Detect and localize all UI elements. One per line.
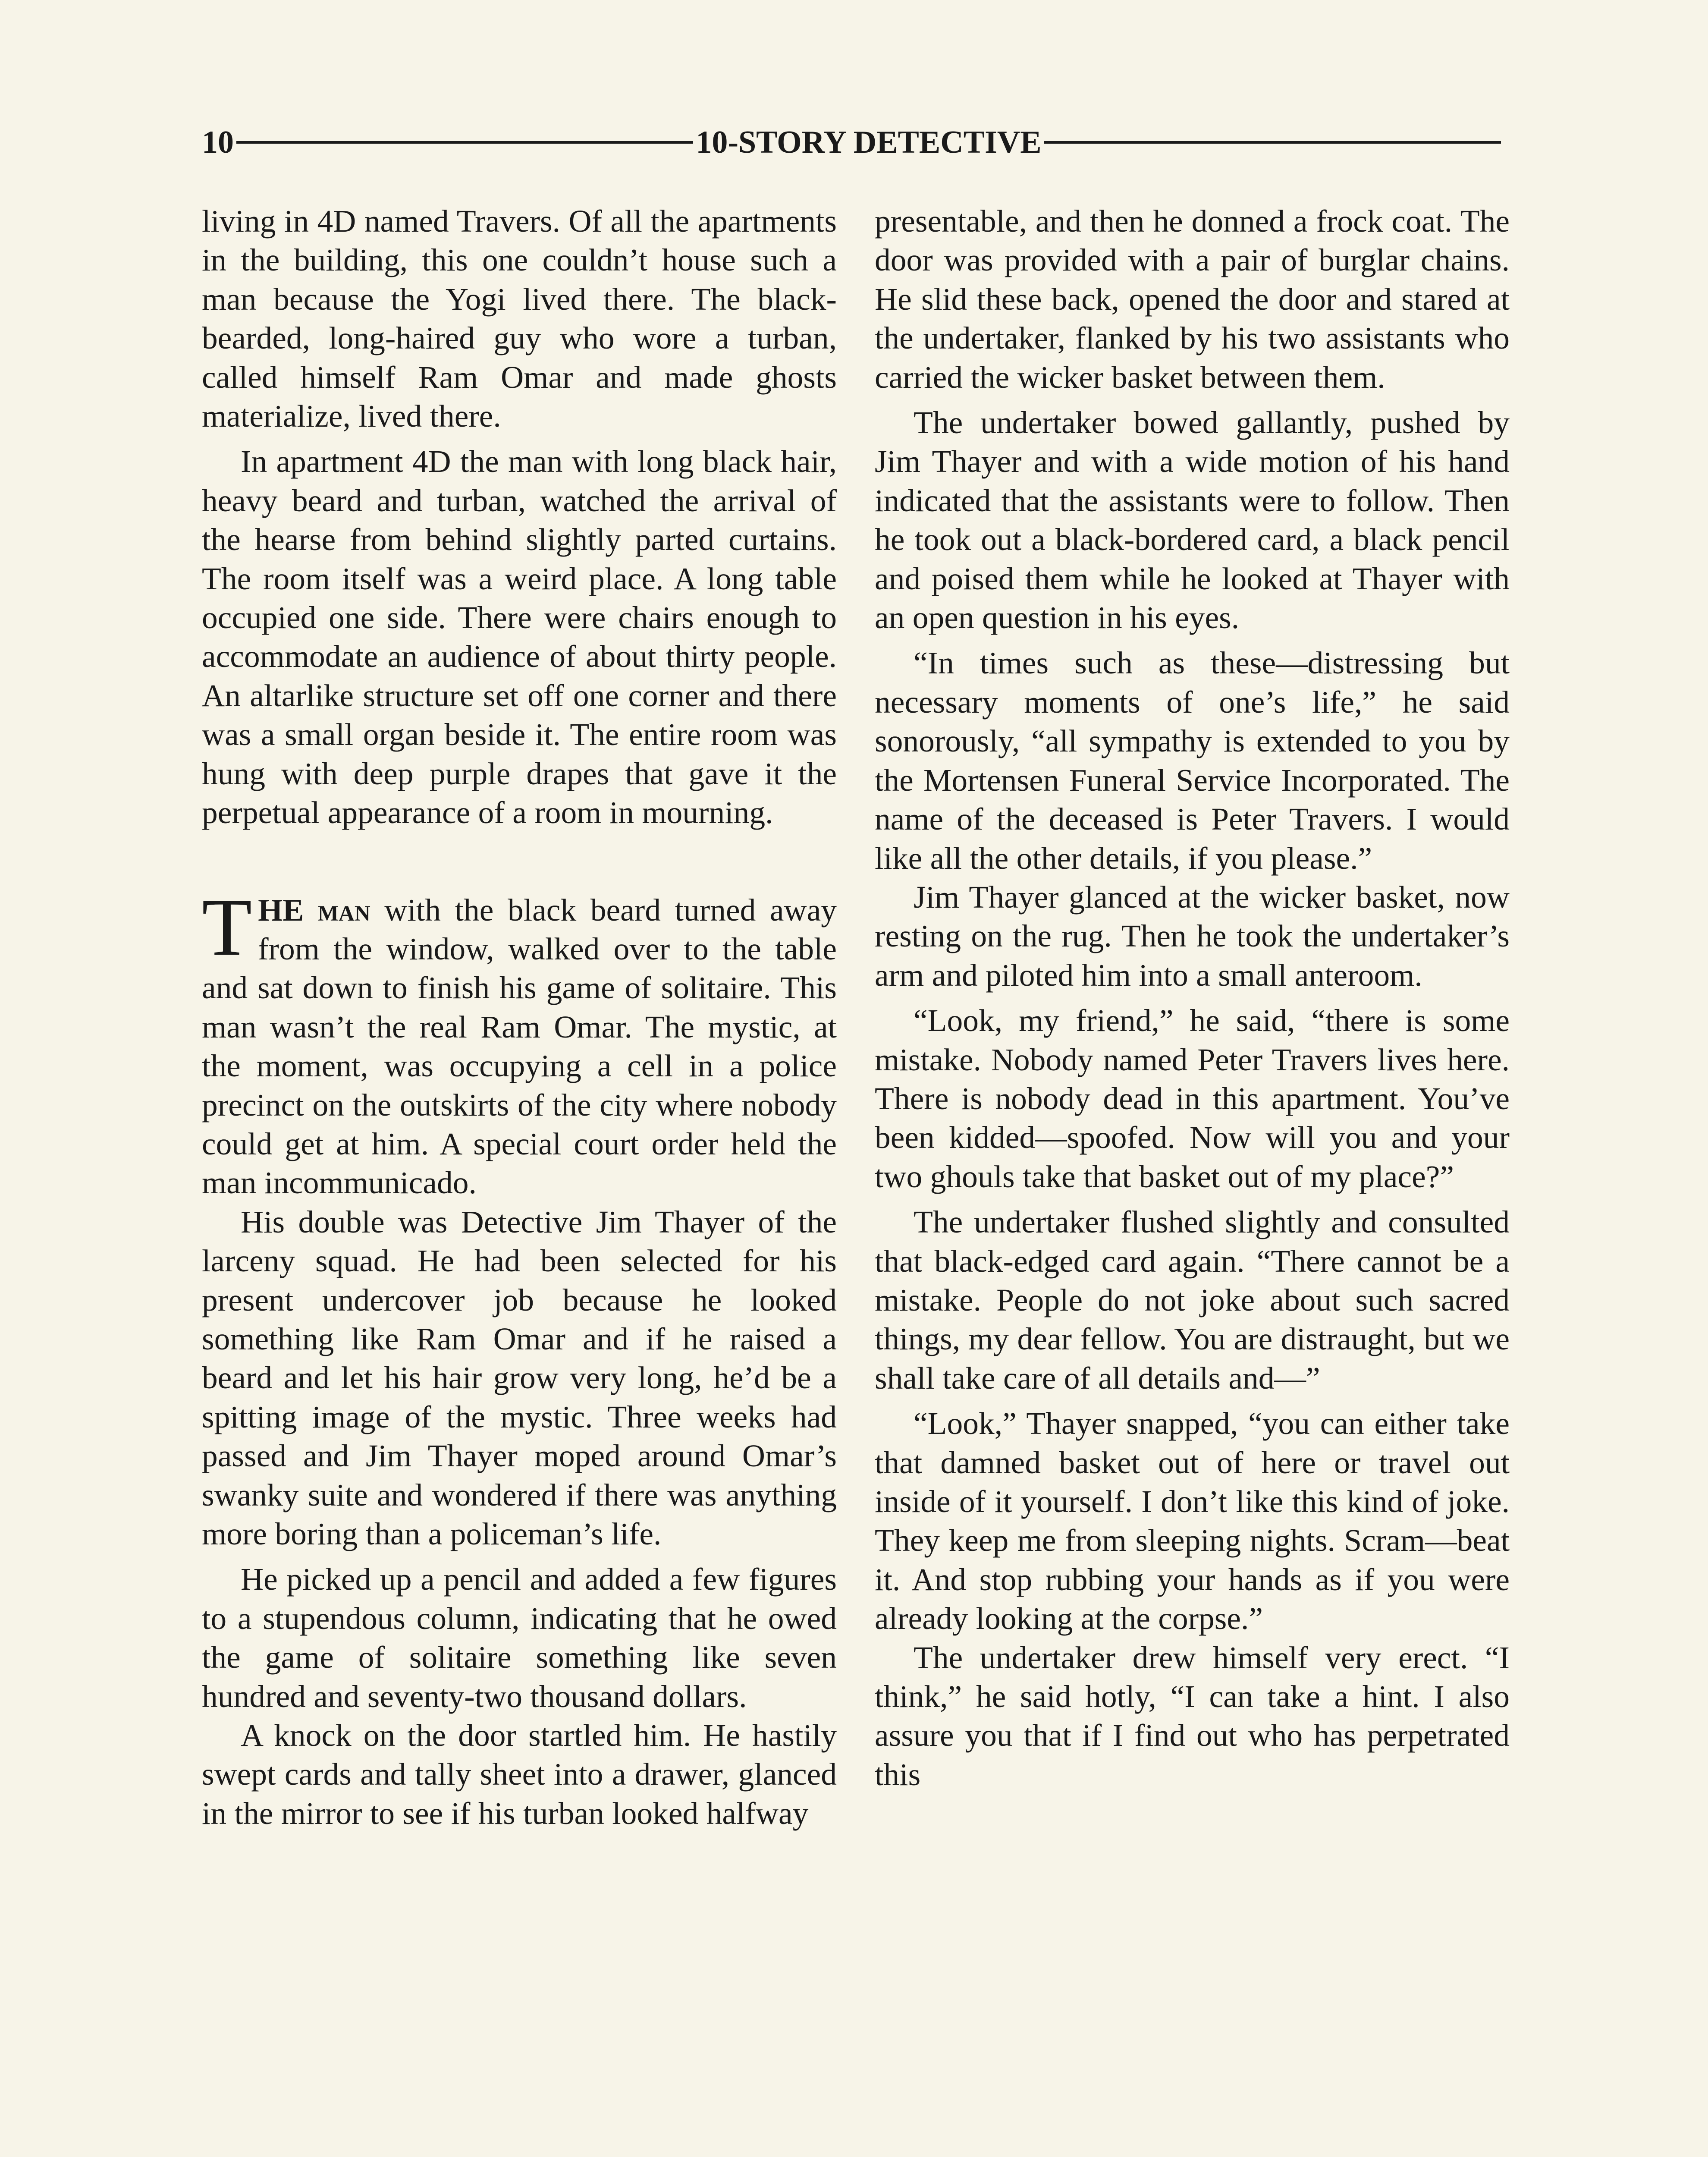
section-lead: HE man (258, 892, 370, 928)
page-number: 10 (202, 124, 234, 160)
paragraph: A knock on the door startled him. He hastily swept cards and tally sheet into a drawer, glanced in the mirror to see if his turban looked halfway (202, 1718, 837, 1831)
header-rule-left (236, 141, 693, 144)
paragraph: The undertaker drew himself very erect. “I think,” he said hotly, “I can take a hint. I also assure you that if I find out who has perpetrated this (875, 1640, 1510, 1792)
left-column (202, 202, 837, 1833)
paragraph: In apartment 4D the man with long black hair, heavy beard and turban, watched the arrival of the hearse from behind slightly parted curtains. The room itself was a weird place. A long table occupied one side. There were chairs enough to accommodate an audience of about thirty people. An altarlike structure set off one corner and there was a small organ beside it. The entire room was hung with deep purple drapes that gave it the perpetual appearance of a room in mourning. (202, 444, 837, 830)
section-text: with the black beard turned away from the window, walked over to the table and sat down to finish his game of solitaire. This man wasn’t the real Ram Omar. The mystic, at the moment, was occupying a cell in a police precinct on the outskirts of the city where nobody could get at him. A special court order held the man incommunicado. (202, 892, 837, 1201)
paragraph: “Look, my friend,” he said, “there is some mistake. Nobody named Peter Travers lives here. There is nobody dead in this apartment. You’ve been kidded—spoofed. Now will you and your two ghouls take that basket out of my place?” (875, 1003, 1510, 1194)
right-column (875, 202, 1510, 1794)
paragraph: Jim Thayer glanced at the wicker basket, now resting on the rug. Then he took the undertaker’s arm and piloted him into a small anteroom. (875, 879, 1510, 993)
drop-cap: T (202, 882, 252, 973)
section-opening-paragraph (202, 882, 837, 1203)
running-header (202, 123, 1504, 162)
paragraph: “Look,” Thayer snapped, “you can either take that damned basket out of here or travel out inside of it yourself. I don’t like this kind of joke. They keep me from sleeping nights. Scram—beat it. And stop rubbing your hands as if you were already looking at the corpse.” (875, 1406, 1510, 1636)
header-rule-right (1044, 141, 1501, 144)
magazine-title: 10-STORY DETECTIVE (696, 124, 1042, 160)
paragraph: His double was Detective Jim Thayer of the larceny squad. He had been selected for his present undercover job because he looked something like Ram Omar and if he raised a beard and let his hair grow very long, he’d be a spitting image of the mystic. Three weeks had passed and Jim Thayer moped around Omar’s swanky suite and wondered if there was anything more boring than a policeman’s life. (202, 1204, 837, 1551)
paragraph: “In times such as these—distressing but necessary moments of one’s life,” he said sonorously, “all sympathy is extended to you by the Mortensen Funeral Service Incorporated. The name of the deceased is Peter Travers. I would like all the other details, if you please.” (875, 645, 1510, 876)
paragraph: living in 4D named Travers. Of all the apartments in the building, this one couldn’t house such a man because the Yogi lived there. The black-bearded, long-haired guy who wore a turban, called himself Ram Omar and made ghosts materialize, lived there. (202, 204, 837, 434)
paragraph: presentable, and then he donned a frock coat. The door was provided with a pair of burglar chains. He slid these back, opened the door and stared at the undertaker, flanked by his two assistants who carried the wicker basket between them. (875, 204, 1510, 395)
paragraph: The undertaker flushed slightly and consulted that black-edged card again. “There cannot be a mistake. People do not joke about such sacred things, my dear fellow. You are distraught, but we shall take care of all details and—” (875, 1204, 1510, 1396)
paragraph: He picked up a pencil and added a few figures to a stupendous column, indicating that he owed the game of solitaire something like seven hundred and seventy-two thousand dollars. (202, 1562, 837, 1714)
paragraph: The undertaker bowed gallantly, pushed by Jim Thayer and with a wide motion of his hand indicated that the assistants were to follow. Then he took out a black-bordered card, a black pencil and poised them while he looked at Thayer with an open question in his eyes. (875, 405, 1510, 635)
